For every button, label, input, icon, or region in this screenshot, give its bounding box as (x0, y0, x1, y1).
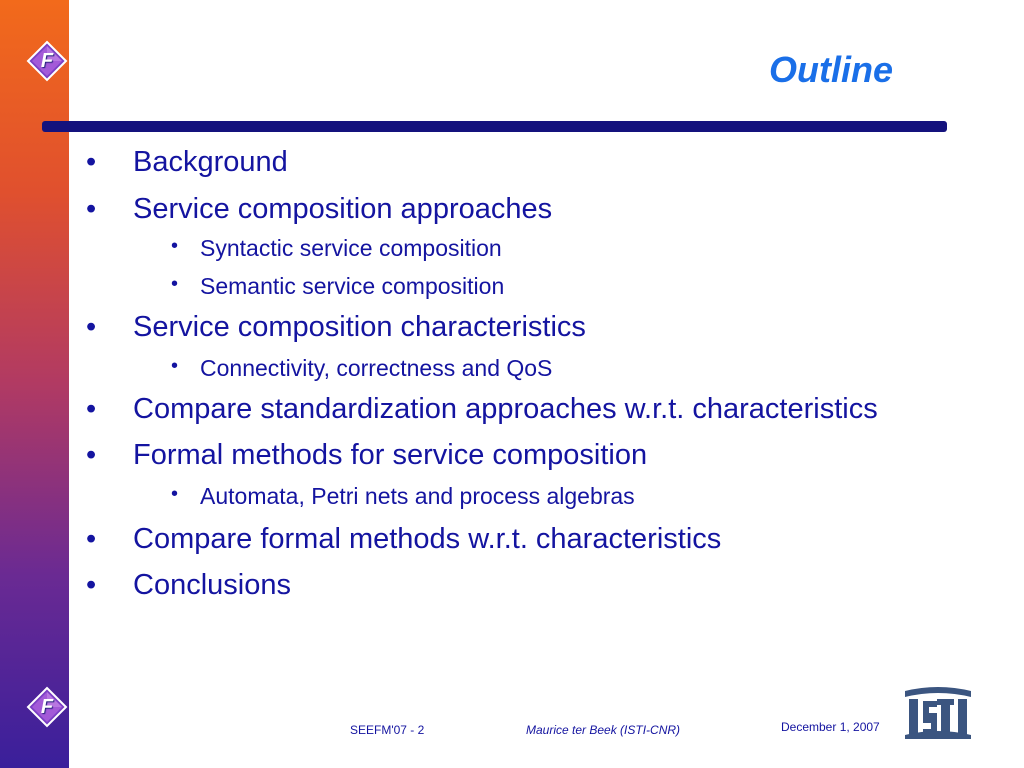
outline-item-text: Formal methods for service composition (133, 439, 648, 471)
outline-subitem-text: Connectivity, correctness and QoS (200, 355, 553, 381)
logo-letter: F (40, 49, 54, 72)
isti-logo-icon (903, 685, 973, 739)
logo-letter: F (40, 695, 54, 718)
outline-subitem-text: Automata, Petri nets and process algebras (200, 483, 635, 509)
bullet-icon: • (86, 146, 97, 178)
bullet-icon: • (86, 569, 97, 601)
footer-date: December 1, 2007 (781, 720, 880, 734)
outline-item-text: Service composition characteristics (133, 311, 586, 343)
bullet-icon: • (171, 273, 179, 295)
bullet-icon: • (86, 193, 97, 225)
bullet-icon: • (171, 235, 179, 257)
bullet-icon: • (86, 439, 97, 471)
outline-item-text: Conclusions (133, 569, 291, 601)
f-logo-icon (26, 40, 68, 82)
title-rule (42, 121, 947, 132)
side-gradient-bar (0, 0, 69, 768)
bullet-icon: • (171, 355, 179, 377)
slide-title: Outline (769, 49, 893, 90)
bullet-icon: • (86, 523, 97, 555)
bullet-icon: • (86, 393, 97, 425)
outline-subitem-text: Semantic service composition (200, 273, 505, 299)
footer-author: Maurice ter Beek (ISTI-CNR) (526, 723, 681, 737)
outline-item-text: Background (133, 146, 288, 178)
f-logo-icon (26, 686, 68, 728)
footer-slide-ref: SEEFM'07 - 2 (350, 723, 425, 737)
bullet-icon: • (86, 311, 97, 343)
outline-item-text: Compare standardization approaches w.r.t. characteristics (133, 393, 878, 425)
outline-subitem-text: Syntactic service composition (200, 235, 502, 261)
bullet-icon: • (171, 483, 179, 505)
outline-item-text: Compare formal methods w.r.t. characteristics (133, 523, 722, 555)
outline-item-text: Service composition approaches (133, 193, 553, 225)
